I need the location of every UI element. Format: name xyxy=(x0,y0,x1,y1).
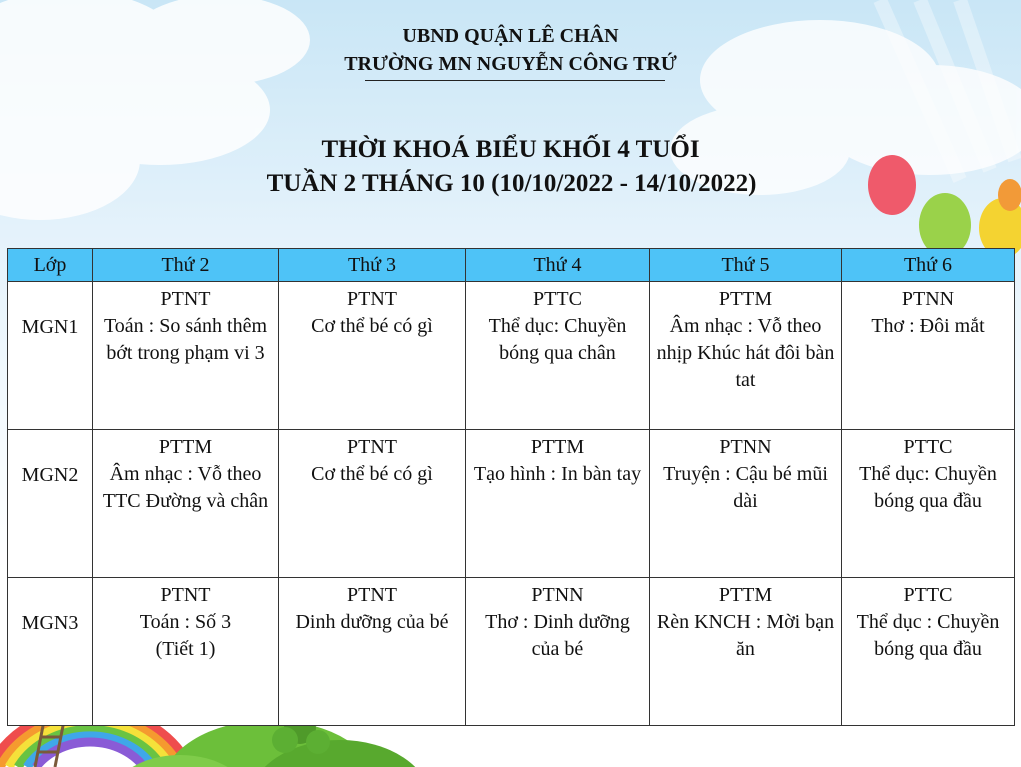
activity-text: Thể dục: Chuyền bóng qua đầu xyxy=(859,463,997,512)
column-header-monday: Thứ 2 xyxy=(93,249,279,282)
activity-text: Tạo hình : In bàn tay xyxy=(473,463,642,485)
activity-text: Cơ thể bé có gì xyxy=(311,315,433,337)
development-area: PTNT xyxy=(160,288,211,310)
activity-text: Rèn KNCH : Mời bạn ăn xyxy=(656,611,835,660)
schedule-cell xyxy=(650,578,842,726)
development-area: PTNT xyxy=(347,288,397,310)
schedule-cell xyxy=(93,282,279,430)
class-name-cell: MGN1 xyxy=(8,282,93,430)
title-line-2: TUẦN 2 THÁNG 10 (10/10/2022 - 14/10/2022) xyxy=(266,170,757,197)
activity-text: Thơ : Dinh dưỡng của bé xyxy=(485,611,630,660)
column-header-tuesday: Thứ 3 xyxy=(279,249,466,282)
development-area: PTNT xyxy=(160,584,211,606)
title-line-1: THỜI KHOÁ BIỂU KHỐI 4 TUỔI xyxy=(321,136,700,163)
activity-text: Dinh dưỡng của bé xyxy=(295,611,449,633)
activity-text: Âm nhạc : Vỗ theo nhịp Khúc hát đôi bàn tat xyxy=(656,315,835,391)
schedule-cell xyxy=(650,282,842,430)
development-area: PTNN xyxy=(901,288,955,310)
schedule-cell xyxy=(93,578,279,726)
activity-text: Thơ : Đôi mắt xyxy=(871,315,985,337)
development-area: PTTC xyxy=(903,436,953,458)
schedule-cell xyxy=(466,430,650,578)
activity-text: Thể dục : Chuyền bóng qua đầu xyxy=(856,611,1000,660)
activity-text: Truyện : Cậu bé mũi dài xyxy=(663,463,828,512)
table-row xyxy=(8,282,1015,430)
school-header xyxy=(0,22,1021,78)
activity-text: Cơ thể bé có gì xyxy=(311,463,433,485)
schedule-cell xyxy=(279,282,466,430)
development-area: PTTM xyxy=(718,288,773,310)
class-name-cell: MGN2 xyxy=(8,430,93,578)
schedule-cell xyxy=(842,578,1015,726)
org-line-district: UBND QUẬN LÊ CHÂN xyxy=(402,25,619,47)
column-header-thursday: Thứ 5 xyxy=(650,249,842,282)
table-row xyxy=(8,430,1015,578)
column-header-friday: Thứ 6 xyxy=(842,249,1015,282)
schedule-cell xyxy=(466,282,650,430)
column-header-wednesday: Thứ 4 xyxy=(466,249,650,282)
activity-text: Thể dục: Chuyền bóng qua chân xyxy=(488,315,627,364)
table-row xyxy=(8,578,1015,726)
schedule-cell xyxy=(93,430,279,578)
development-area: PTNT xyxy=(347,436,397,458)
schedule-cell xyxy=(650,430,842,578)
activity-text: Âm nhạc : Vỗ theo TTC Đường và chân xyxy=(102,463,269,512)
development-area: PTNN xyxy=(719,436,772,458)
development-area: PTNT xyxy=(347,584,397,606)
development-area: PTTM xyxy=(718,584,773,606)
development-area: PTTC xyxy=(533,288,582,310)
development-area: PTTM xyxy=(530,436,585,458)
schedule-cell xyxy=(279,578,466,726)
development-area: PTTC xyxy=(903,584,953,606)
schedule-cell xyxy=(842,282,1015,430)
timetable xyxy=(7,248,1015,726)
class-name-cell: MGN3 xyxy=(8,578,93,726)
header-divider xyxy=(365,80,665,81)
schedule-cell xyxy=(842,430,1015,578)
activity-text: Toán : Số 3 (Tiết 1) xyxy=(139,611,232,660)
timetable-header-row xyxy=(8,249,1015,282)
development-area: PTTM xyxy=(158,436,213,458)
development-area: PTNN xyxy=(531,584,584,606)
document-title xyxy=(0,133,1021,201)
column-header-class: Lớp xyxy=(8,249,93,282)
org-line-school: TRƯỜNG MN NGUYỄN CÔNG TRỨ xyxy=(344,53,677,75)
schedule-cell xyxy=(279,430,466,578)
activity-text: Toán : So sánh thêm bớt trong phạm vi 3 xyxy=(103,315,268,364)
schedule-cell xyxy=(466,578,650,726)
